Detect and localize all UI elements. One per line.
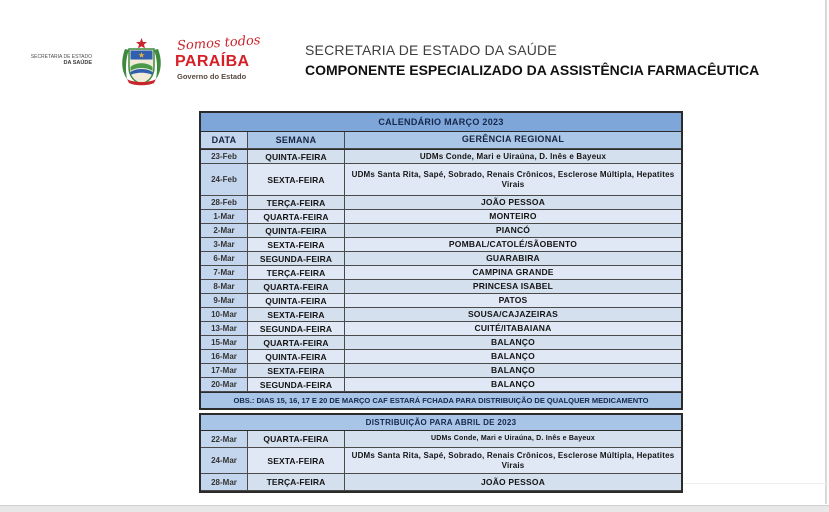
cell-gerencia: BALANÇO xyxy=(345,350,681,364)
cell-semana: TERÇA-FEIRA xyxy=(248,266,345,280)
cell-gerencia: PIANCÓ xyxy=(345,224,681,238)
table-row xyxy=(201,378,681,392)
table1-title: CALENDÁRIO MARÇO 2023 xyxy=(201,113,681,132)
cell-gerencia: BALANÇO xyxy=(345,378,681,392)
window-bottom-strip xyxy=(0,505,829,512)
cell-gerencia: CAMPINA GRANDE xyxy=(345,266,681,280)
cell-gerencia: MONTEIRO xyxy=(345,210,681,224)
cell-gerencia: PATOS xyxy=(345,294,681,308)
cell-date: 24-Feb xyxy=(201,164,248,196)
cell-date: 22-Mar xyxy=(201,431,248,448)
cell-semana: QUARTA-FEIRA xyxy=(248,280,345,294)
cell-gerencia: SOUSA/CAJAZEIRAS xyxy=(345,308,681,322)
cell-date: 16-Mar xyxy=(201,350,248,364)
cell-semana: SEXTA-FEIRA xyxy=(248,364,345,378)
table-row xyxy=(201,350,681,364)
table2-body xyxy=(201,431,681,491)
table2-title: DISTRIBUIÇÃO PARA ABRIL DE 2023 xyxy=(201,415,681,431)
cell-date: 28-Feb xyxy=(201,196,248,210)
cell-semana: SEGUNDA-FEIRA xyxy=(248,322,345,336)
cell-semana: TERÇA-FEIRA xyxy=(248,474,345,491)
table-row xyxy=(201,364,681,378)
cell-date: 2-Mar xyxy=(201,224,248,238)
secretariat-small-line1: SECRETARIA DE ESTADO xyxy=(30,54,92,60)
column-header-data: DATA xyxy=(201,132,248,149)
cell-semana: QUARTA-FEIRA xyxy=(248,431,345,448)
cell-semana: SEXTA-FEIRA xyxy=(248,164,345,196)
logo-subtitle: Governo do Estado xyxy=(177,72,247,81)
cell-semana: SEGUNDA-FEIRA xyxy=(248,252,345,266)
cell-date: 17-Mar xyxy=(201,364,248,378)
cell-semana: SEXTA-FEIRA xyxy=(248,308,345,322)
cell-date: 20-Mar xyxy=(201,378,248,392)
cell-gerencia: UDMs Santa Rita, Sapé, Sobrado, Renais Crônicos, Esclerose Múltipla, Hepatites Virais xyxy=(345,448,681,474)
cell-semana: SEXTA-FEIRA xyxy=(248,238,345,252)
april-distribution-table xyxy=(199,413,683,493)
cell-date: 6-Mar xyxy=(201,252,248,266)
cell-date: 8-Mar xyxy=(201,280,248,294)
table-row xyxy=(201,308,681,322)
column-header-semana: SEMANA xyxy=(248,132,345,149)
table-row xyxy=(201,150,681,164)
cell-semana: QUARTA-FEIRA xyxy=(248,336,345,350)
cell-date: 10-Mar xyxy=(201,308,248,322)
cell-gerencia: UDMs Conde, Mari e Uiraúna, D. Inês e Bayeux xyxy=(345,150,681,164)
table1-header-row xyxy=(201,132,681,150)
cell-gerencia: JOÃO PESSOA xyxy=(345,196,681,210)
calendar-march-table xyxy=(199,111,683,410)
table-row xyxy=(201,448,681,474)
cell-semana: QUINTA-FEIRA xyxy=(248,224,345,238)
secretariat-small-line2: DA SAÚDE xyxy=(63,60,92,67)
cell-semana: SEGUNDA-FEIRA xyxy=(248,378,345,392)
cell-date: 3-Mar xyxy=(201,238,248,252)
table1-body xyxy=(201,150,681,392)
cell-date: 7-Mar xyxy=(201,266,248,280)
logo-script-text: Somos todos xyxy=(176,33,261,54)
cell-gerencia: POMBAL/CATOLÉ/SÃOBENTO xyxy=(345,238,681,252)
cell-date: 23-Feb xyxy=(201,150,248,164)
document-header xyxy=(305,42,759,78)
cell-gerencia: UDMs Conde, Mari e Uiraúna, D. Inês e Bayeux xyxy=(345,431,681,448)
cell-semana: QUARTA-FEIRA xyxy=(248,210,345,224)
cell-semana: QUINTA-FEIRA xyxy=(248,294,345,308)
table-row xyxy=(201,322,681,336)
cell-semana: QUINTA-FEIRA xyxy=(248,150,345,164)
cell-gerencia: JOÃO PESSOA xyxy=(345,474,681,491)
page-right-border xyxy=(825,0,827,504)
cell-gerencia: PRINCESA ISABEL xyxy=(345,280,681,294)
table-row xyxy=(201,280,681,294)
table-row xyxy=(201,252,681,266)
logo-state-name: PARAÍBA xyxy=(175,53,250,70)
table-row xyxy=(201,474,681,491)
table-row xyxy=(201,196,681,210)
cell-date: 28-Mar xyxy=(201,474,248,491)
cell-date: 1-Mar xyxy=(201,210,248,224)
cell-gerencia: BALANÇO xyxy=(345,364,681,378)
table-row xyxy=(201,164,681,196)
table-row xyxy=(201,336,681,350)
cell-date: 15-Mar xyxy=(201,336,248,350)
header-line1: SECRETARIA DE ESTADO DA SAÚDE xyxy=(305,42,557,58)
cell-gerencia: GUARABIRA xyxy=(345,252,681,266)
cell-gerencia: UDMs Santa Rita, Sapé, Sobrado, Renais Crônicos, Esclerose Múltipla, Hepatites Virais xyxy=(345,164,681,196)
table-row xyxy=(201,294,681,308)
table-row xyxy=(201,210,681,224)
header-line2: COMPONENTE ESPECIALIZADO DA ASSISTÊNCIA FARMACÊUTICA xyxy=(305,62,760,78)
cell-semana: TERÇA-FEIRA xyxy=(248,196,345,210)
column-header-gerencia: GERÊNCIA REGIONAL xyxy=(345,132,681,149)
cell-date: 24-Mar xyxy=(201,448,248,474)
cell-gerencia: BALANÇO xyxy=(345,336,681,350)
secretariat-small-label xyxy=(30,54,92,67)
table-row xyxy=(201,266,681,280)
cell-gerencia: CUITÉ/ITABAIANA xyxy=(345,322,681,336)
paraiba-coat-of-arms-icon xyxy=(115,37,168,89)
cell-date: 13-Mar xyxy=(201,322,248,336)
table-row xyxy=(201,238,681,252)
cell-semana: SEXTA-FEIRA xyxy=(248,448,345,474)
table-row xyxy=(201,431,681,448)
cell-semana: QUINTA-FEIRA xyxy=(248,350,345,364)
table-row xyxy=(201,224,681,238)
table1-obs-note: OBS.: DIAS 15, 16, 17 E 20 DE MARÇO CAF ESTARÁ FCHADA PARA DISTRIBUIÇÃO DE QUALQUER MEDICAMENTO xyxy=(201,392,681,408)
cell-date: 9-Mar xyxy=(201,294,248,308)
